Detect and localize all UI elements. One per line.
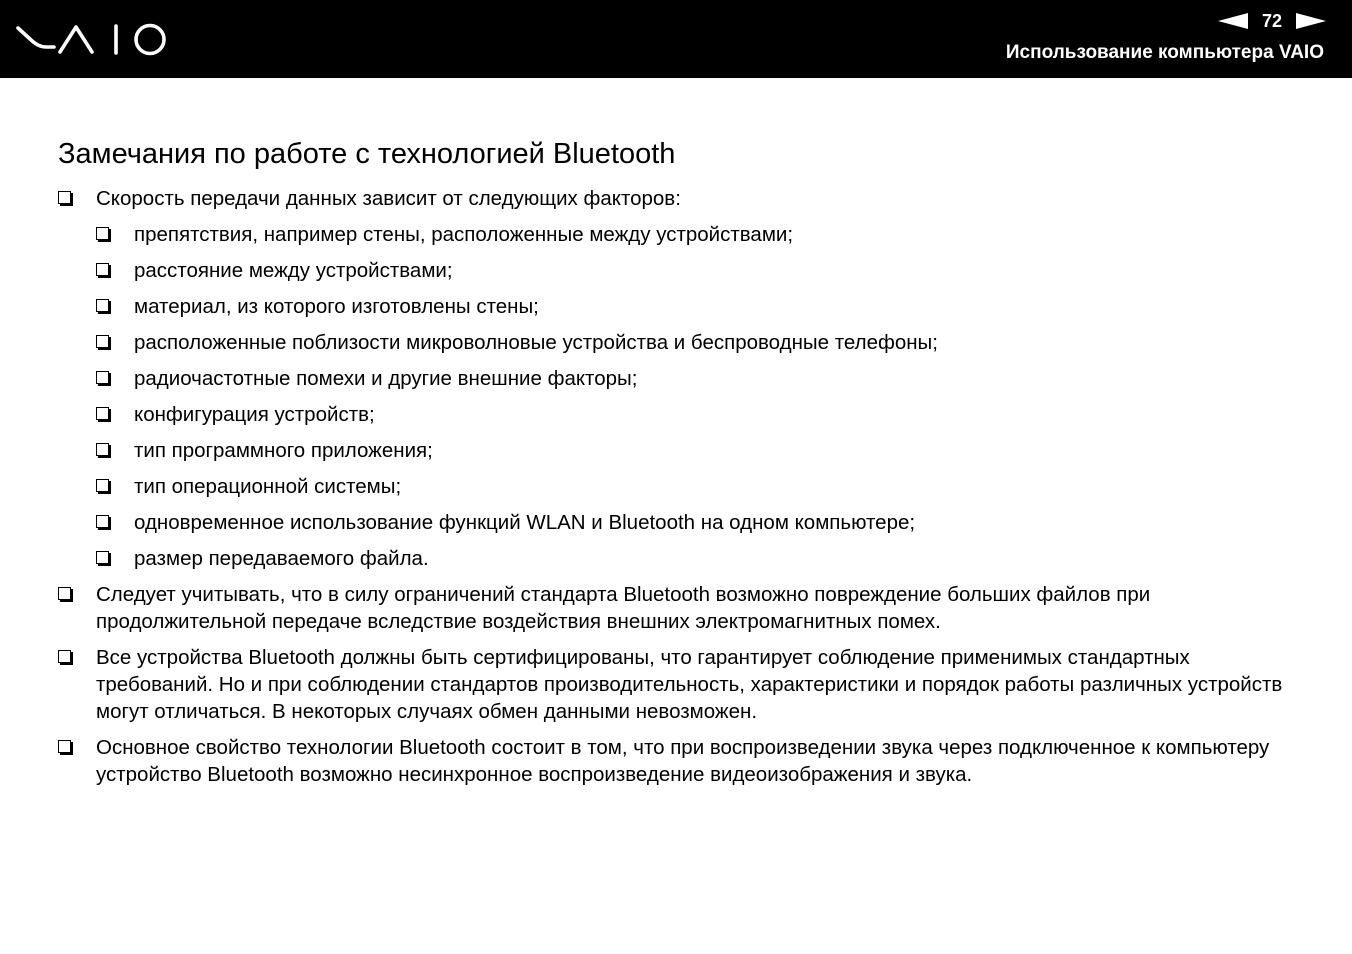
checkbox-bullet-icon (58, 587, 71, 600)
checkbox-bullet-icon (96, 371, 109, 384)
page-title: Замечания по работе с технологией Bluetooth (58, 138, 676, 170)
sub-bullet-list (96, 221, 1298, 572)
sub-list-item (96, 473, 1298, 500)
checkbox-bullet-icon (96, 551, 109, 564)
list-item (58, 185, 1298, 572)
main-content (58, 185, 1298, 797)
checkbox-bullet-icon (96, 299, 109, 312)
list-item (58, 644, 1298, 725)
sub-list-item (96, 329, 1298, 356)
sub-list-item-text: тип программного приложения; (134, 439, 433, 462)
section-title: Использование компьютера VAIO (1005, 42, 1324, 63)
sub-list-item (96, 401, 1298, 428)
next-page-arrow-icon[interactable] (1296, 13, 1326, 29)
sub-list-item (96, 293, 1298, 320)
checkbox-bullet-icon (96, 263, 109, 276)
list-item-text: Следует учитывать, что в силу ограничений стандарта Bluetooth возможно повреждение больших файлов при продолжительной передаче вследствие воздействия внешних электромагнитных помех. (96, 583, 1151, 633)
vaio-logo-icon (16, 22, 170, 58)
sub-list-item-text: препятствия, например стены, расположенные между устройствами; (134, 223, 794, 246)
list-item-text: Основное свойство технологии Bluetooth состоит в том, что при воспроизведении звука через подключенное к компьютеру устройство Bluetooth возможно несинхронное воспроизведение видеоизображения и звука. (96, 736, 1270, 786)
list-item (58, 734, 1298, 788)
checkbox-bullet-icon (96, 443, 109, 456)
sub-list-item-text: материал, из которого изготовлены стены; (134, 295, 539, 318)
sub-list-item-text: одновременное использование функций WLAN и Bluetooth на одном компьютере; (134, 511, 916, 534)
sub-list-item-text: размер передаваемого файла. (134, 547, 429, 570)
checkbox-bullet-icon (58, 740, 71, 753)
page-number: 72 (1261, 11, 1282, 31)
vaio-logo (16, 22, 170, 58)
sub-list-item-text: тип операционной системы; (134, 475, 402, 498)
checkbox-bullet-icon (58, 191, 71, 204)
checkbox-bullet-icon (58, 650, 71, 663)
sub-list-item-text: радиочастотные помехи и другие внешние факторы; (134, 367, 638, 390)
checkbox-bullet-icon (96, 335, 109, 348)
page-navigation (1218, 9, 1326, 33)
checkbox-bullet-icon (96, 227, 109, 240)
sub-list-item (96, 437, 1298, 464)
page-header (0, 0, 1352, 78)
sub-list-item (96, 221, 1298, 248)
sub-list-item-text: конфигурация устройств; (134, 403, 375, 426)
checkbox-bullet-icon (96, 407, 109, 420)
sub-list-item (96, 365, 1298, 392)
checkbox-bullet-icon (96, 479, 109, 492)
list-item (58, 581, 1298, 635)
sub-list-item-text: расположенные поблизости микроволновые устройства и беспроводные телефоны; (134, 331, 938, 354)
bullet-list (58, 185, 1298, 788)
sub-list-item-text: расстояние между устройствами; (134, 259, 453, 282)
list-item-text: Скорость передачи данных зависит от следующих факторов: (96, 187, 681, 210)
checkbox-bullet-icon (96, 515, 109, 528)
sub-list-item (96, 509, 1298, 536)
sub-list-item (96, 257, 1298, 284)
list-item-text: Все устройства Bluetooth должны быть сертифицированы, что гарантирует соблюдение применимых стандартных требований. Но и при соблюдении стандартов производительность, характеристики и порядок работы различных устройств могут отличаться. В некоторых случаях обмен данными невозможен. (96, 646, 1283, 723)
sub-list-item (96, 545, 1298, 572)
previous-page-arrow-icon[interactable] (1218, 13, 1248, 29)
